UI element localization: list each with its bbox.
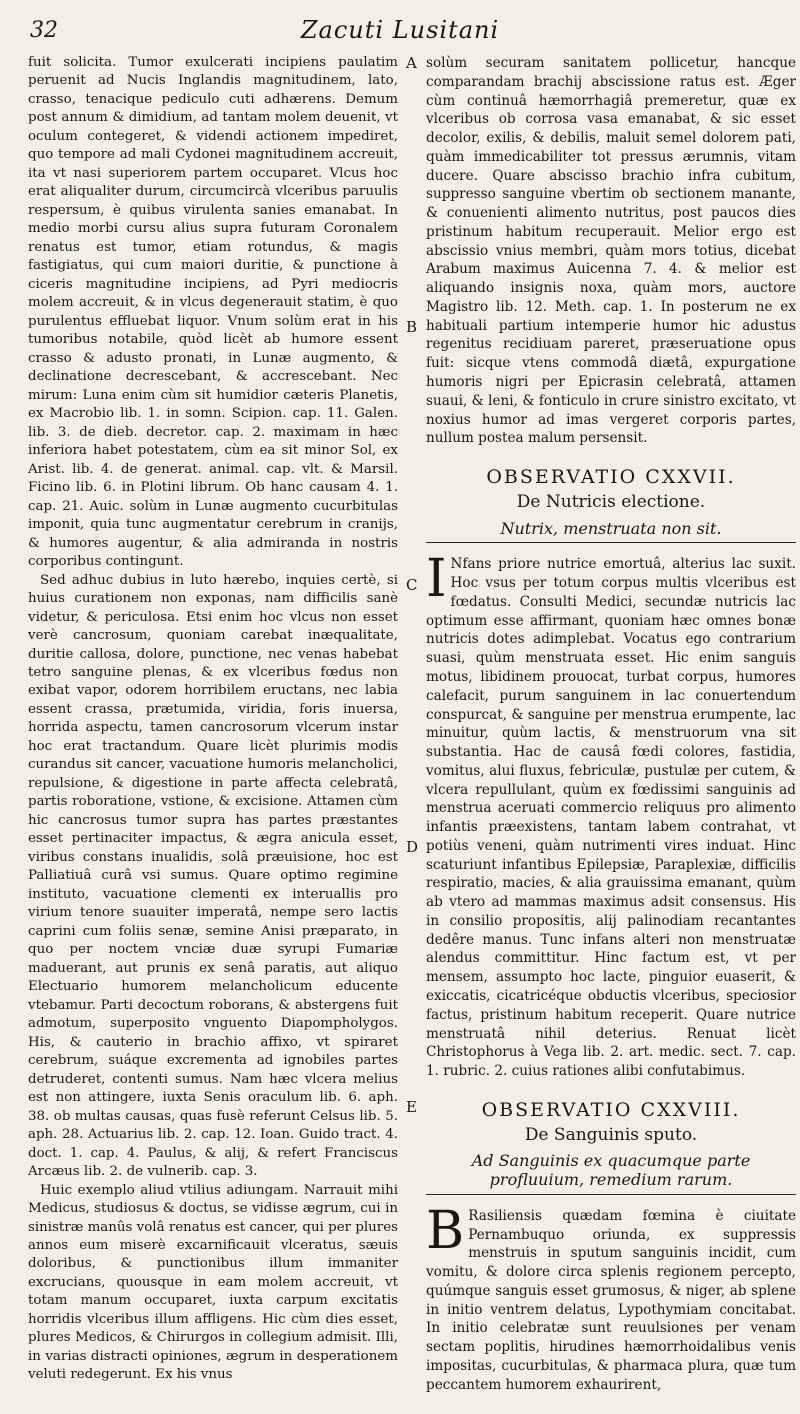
observation-summary: Nutrix, menstruata non sit.	[426, 520, 796, 544]
left-column	[28, 54, 398, 1385]
observation-body: Nfans priore nutrice emortuâ, alterius lac suxit. Hoc vsus per totum corpus multis vlceribus est fœdatus. Consulti Medici, secundæ nutricis lac optimum esse affirmant, quoniam hæc omnes bonæ nutricis dotes adimplebat. Vocatus ego contrarium suasi, quùm menstruata esset. Hic enim sanguis motus, libidinem prouocat, turbat corpus, humores calefacit, purum sanguinem in lac conuertendum conspurcat, & sanguine per menstrua erumpente, lac minuitur, quùm lactis, & menstruorum vna sit substantia. Hac de causâ fœdi colores, fastidia, vomitus, alui fluxus, febriculæ, pustulæ per cutem, & vlcera repullulant, quùm ex fœdissimi sanguinis ad menstrua aceruati commercio reliquus pro alimento infantis præexistens, tantam labem contrahat, vt potiùs veneni, quàm nutrimenti vires induat. Hinc scaturiunt infantibus Epilepsiæ, Paraplexiæ, difficilis respiratio, macies, & alia grauissima emanant, quùm ab vtero ad mammas maximus adsit consensus. His in consilio propositis, alij palinodiam recantantes dedêre manus. Tunc infans alteri non menstruatæ alendus committitur. Hinc factum est, vt per mensem, assumpto hoc lacte, pinguior euaserit, & exiccatis, cicatricéque obductis vlceribus, speciosior factus, pristinum habitum receperit. Quare nutrice menstruatâ nihil deterius. Renuat licèt Christophorus à Vega lib. 2. art. medic. sect. 7. cap. 1. rubric. 2. cuius rationes alibi confutabimus.	[426, 556, 796, 1080]
observation-text	[426, 1200, 796, 1395]
margin-letter-e: E	[406, 1098, 417, 1116]
margin-letter-c: C	[406, 576, 418, 594]
margin-letter-b: B	[406, 318, 418, 336]
paragraph: solùm securam sanitatem pollicetur, hancque comparandam brachij abscissione ratus est. Æger cùm continuâ hæmorrhagiâ premeretur, quæ ex vlceribus ob corrosa vasa emanabat, & sic esset decolor, exilis, & debilis, maluit semel dolorem pati, quàm immedicabiliter tot pressus ærumnis, vitam ducere. Quare abscisso brachio infra cubitum, suppresso sanguine vbertim ob sectionem manante, & conuenienti alimento nutritus, post paucos dies pristinum habitum recuperauit. Melior ergo est abscissio vnius membri, quàm mors totius, dicebat Arabum maximus Auicenna 7. 4. & melior est aliquando insignis noxa, quàm mors, auctore Magistro lib. 12. Meth. cap. 1. In posterum ne ex habituali partium intemperie humor hic adustus regenitus recidiuam pareret, præseruatione opus fuit: sicque vtens commodâ diætâ, expurgatione humoris nigri per Epicrasin celebratâ, attamen suaui, & leni, & fonticulo in crure sinistro excitato, vt noxius humor ad imas vergeret corporis partes, nullum postea malum persensit.	[426, 55, 796, 447]
observation-title: OBSERVATIO CXXVIII.	[481, 1098, 741, 1121]
margin-letter-d: D	[406, 838, 419, 856]
observation-subtitle: De Nutricis electione.	[516, 491, 706, 512]
margin-letter-a: A	[406, 54, 417, 72]
page-number: 32	[30, 18, 58, 43]
paragraph: fuit solicita. Tumor exulcerati incipiens paulatim peruenit ad Nucis Inglandis magnitudinem, lato, crasso, tenacique pediculo cuti adhærens. Demum post annum & dimidium, ad tantam molem deuenit, vt oculum contegeret, & videndi actionem impediret, quo tempore ad mali Cydonei magnitudinem accreuit, ita vt nasi superiorem partem occuparet. Vlcus hoc erat aliqualiter durum, circumcircà vlceribus paruulis respersum, è quibus virulenta sanies emanabat. In medio morbi cursu alius supra futuram Coronalem renatus est tumor, etiam rotundus, & magis fastigiatus, qui cum maiori duritie, & punctione à ciceris magnitudine incipiens, ad Pyri mediocris molem accreuit, & in vlcus degenerauit statim, è quo purulentus effluebat liquor. Vnum solùm erat in his tumoribus notabile, quòd licèt ab humore essent crasso & adusto pronati, in Lunæ augmento, & declinatione decrescebant, & accrescebant. Nec mirum: Luna enim cùm sit humidior cæteris Planetis, ex Macrobio lib. 1. in somn. Scipion. cap. 11. Galen. lib. 3. de dieb. decretor. cap. 2. maximam in hæc inferiora habet potestatem, cùm ea sit minor Sol, ex Arist. lib. 4. de generat. animal. cap. vlt. & Marsil. Ficino lib. 6. in Plotini librum. Ob hanc causam 4. 1. cap. 21. Auic. solùm in Lunæ augmento cucurbitulas imponit, quia tunc augmentatur cerebrum in cranijs, & humores augentur, & alia admiranda in nostris corporibus contingunt.	[28, 55, 398, 570]
observation-subtitle: De Sanguinis sputo.	[524, 1124, 698, 1145]
drop-cap: I	[426, 549, 447, 610]
paragraph: Huic exemplo aliud vtilius adiungam. Narrauit mihi Medicus, studiosus & doctus, se vidisse ægrum, cui in sinistræ manûs volâ renatus est cancer, qui per plures annos eum miserè excarnificauit vlceratus, sæuis doloribus, & punctionibus illum immaniter excrucians, quousque in eam molem accreuit, vt totam manum occuparet, iuxta carpum excitatis horridis vlceribus illum affligens. Hic cùm dies esset, plures Medicos, & Chirurgos in collegium admisit. Illi, in varias distracti opiniones, ægrum in desperationem veluti redegerunt. Ex his vnus	[28, 1182, 398, 1383]
paragraph: Sed adhuc dubius in luto hærebo, inquies certè, si huius curationem non exponas, nam difficilis sanè videtur, & periculosa. Etsi enim hoc vlcus non esset verè cancrosum, quoniam carebat inæqualitate, duritie callosa, dolore, punctione, nec venas habebat tetro sanguine plenas, & ex vlceribus fœdus non exibat vapor, odorem horribilem eructans, nec labia essent crassa, prætumida, viridia, foris inuersa, horrida aspectu, tamen cancrosorum vlcerum instar hoc erat tractandum. Quare licèt plurimis modis curandus sit cancer, vacuatione humoris melancholici, repulsione, & digestione in parte affecta celebratâ, partis roboratione, vstione, & excisione. Attamen cùm hic cancrosus tumor supra has partes præstantes esset pertinaciter impactus, & ægra anicula esset, viribus constans inualidis, solâ præuisione, hoc est Palliatiuâ curâ vsi sumus. Quare optimo regimine instituto, vacuatione clementi ex interuallis pro virium tenore suauiter imperatâ, nempe sero lactis caprini cum foliis senæ, semine Anisi præparato, in quo per noctem vnciæ duæ syrupi Fumariæ maduerant, aut prunis ex senâ paratis, aut aliquo Electuario humorem melancholicum educente vtebamur. Parti decoctum roborans, & abstergens fuit admotum, superposito vnguento Diapompholygos. His, & cauterio in brachio affixo, vt spiraret cerebrum, suáque excrementa ad ignobiles partes detruderet, contenti sumus. Nam hæc vlcera melius est non attingere, iuxta Senis oraculum lib. 6. aph. 38. ob multas causas, quas fusè referunt Celsus lib. 5. aph. 28. Actuarius lib. 2. cap. 12. Ioan. Guido tract. 4. doct. 1. cap. 4. Paulus, & alij, & refert Franciscus Arcæus lib. 2. de vulnerib. cap. 3.	[28, 572, 398, 1180]
observation-text	[426, 549, 796, 1080]
drop-cap: B	[426, 1200, 465, 1261]
running-head: Zacuti Lusitani	[300, 16, 500, 44]
right-column	[426, 54, 796, 1395]
observation-summary: Ad Sanguinis ex quacumque parte profluuium, remedium rarum.	[426, 1152, 796, 1195]
observation-title: OBSERVATIO CXXVII.	[486, 466, 736, 489]
observation-body: Rasiliensis quædam fœmina è ciuitate Pernambuquo oriunda, ex suppressis menstruis in sputum sanguinis incidit, cum vomitu, & dolore circa splenis regionem percepto, quúmque sanguis esset grumosus, & niger, ab splene in initio ventrem delatus, Lypothymiam concitabat. In initio celebratæ sunt reuulsiones per venam sectam poplitis, hirudines hæmorrhoidalibus venis impositas, cucurbitulas, & pharmaca plura, quæ tum peccantem humorem exhaurirent,	[426, 1207, 796, 1393]
